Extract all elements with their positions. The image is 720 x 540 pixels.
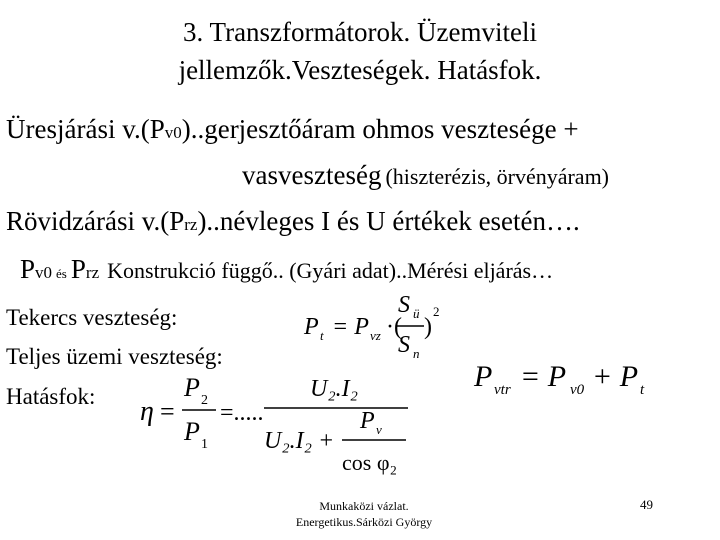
no-load-loss-line [6, 114, 579, 145]
pt-numerator: S [398, 292, 410, 318]
big-denominator-pv-sub: v [376, 422, 382, 437]
pt-numerator-sub: ü [413, 306, 420, 321]
pvtr-rhs: = P [520, 360, 567, 393]
pv0-symbol: P [20, 254, 36, 284]
slide-title-line2: jellemzők.Veszteségek. Hatásfok. [178, 55, 542, 85]
page-number: 49 [640, 497, 653, 512]
big-denominator-ui: U₂.I₂ + [264, 428, 335, 454]
pt-denominator-sub: n [413, 346, 420, 361]
no-load-prefix: Üresjárási v.(P [6, 114, 165, 144]
footer-line1: Munkaközi vázlat. [319, 499, 409, 513]
eta-dots: =..... [220, 400, 264, 426]
footer-credit [264, 498, 464, 530]
eta-denominator-sub: 1 [201, 437, 208, 452]
no-load-suffix: )..gerjesztőáram ohmos vesztesége + [181, 114, 579, 144]
short-circuit-suffix: )..névleges I és U értékek esetén…. [197, 206, 580, 236]
label-total-loss: Teljes üzemi veszteség: [6, 344, 223, 369]
label-efficiency: Hatásfok: [6, 384, 96, 409]
pt-exponent: 2 [433, 304, 440, 319]
pt-close-paren: ) [424, 314, 432, 340]
pvtr-plus: + P [592, 360, 639, 393]
pv0-sub: v0 [570, 382, 585, 398]
pt-lhs: P [304, 314, 319, 340]
eta-numerator-sub: 2 [201, 393, 208, 408]
no-load-subscript: v0 [164, 123, 182, 142]
efficiency-formula [136, 366, 436, 490]
es-word: és [56, 266, 67, 281]
eta-symbol: η [140, 396, 154, 427]
prz-subscript: rz [85, 263, 100, 282]
eta-denominator: P [184, 417, 200, 446]
iron-loss-text: vasveszteség [242, 160, 382, 190]
big-numerator: U₂.I₂ [310, 376, 359, 402]
pv0-subscript: v0 [35, 263, 53, 282]
pt-eq: = P [332, 314, 369, 340]
slide-title-line1: 3. Transzformátorok. Üzemviteli [183, 17, 537, 47]
label-winding-loss: Tekercs veszteség: [6, 305, 178, 330]
footer-line2: Energetikus.Sárközi György [295, 515, 433, 529]
iron-loss-paren: (hiszterézis, örvényáram) [385, 164, 610, 189]
big-denominator-cos: cos φ₂ [342, 450, 398, 475]
short-circuit-subscript: rz [184, 215, 198, 234]
pt-denominator: S [398, 332, 410, 358]
pvtr-lhs: P [474, 360, 493, 393]
construction-line [20, 254, 553, 285]
winding-loss-formula [300, 284, 450, 362]
eta-numerator: P [184, 373, 200, 402]
total-loss-formula [470, 350, 690, 400]
iron-loss-line [242, 160, 609, 191]
pvtr-lhs-sub: vtr [494, 382, 511, 398]
pt-lhs-sub: t [320, 328, 324, 343]
short-circuit-loss-line [6, 206, 580, 237]
eta-equals: = [160, 397, 175, 426]
construction-text: Konstrukció függő.. (Gyári adat)..Mérési eljárás… [107, 258, 554, 283]
big-denominator-pv: P [360, 408, 375, 434]
pt-sub: t [640, 382, 645, 398]
prz-symbol: P [70, 254, 86, 284]
short-circuit-prefix: Rövidzárási v.(P [6, 206, 185, 236]
pt-dot-paren: ·( [386, 314, 402, 340]
pt-vz-sub: vz [370, 328, 381, 343]
